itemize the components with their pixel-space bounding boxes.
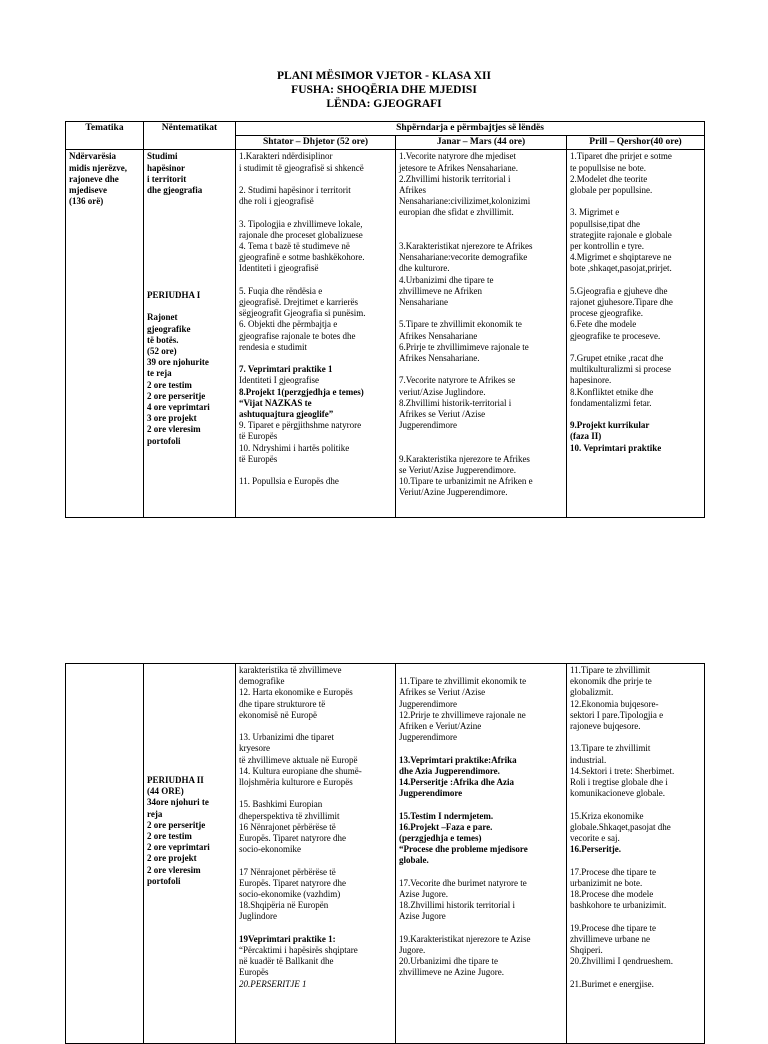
content-line: Jugperendimore: [399, 420, 457, 431]
content-line: fondamentalizmi fetar.: [570, 397, 652, 408]
content-line: 20.Urbanizimi dhe tipare te: [399, 956, 498, 967]
nentematika-line: i territorit: [147, 173, 187, 184]
content-line: procese gjeografike.: [570, 308, 643, 319]
content-line: Nensahariane:vecorite demografike: [399, 252, 528, 263]
content-line: [399, 923, 563, 934]
periudha-line: 2 ore vleresim: [147, 864, 201, 875]
content-line: 7.Vecorite natyrore te Afrikes se: [399, 375, 516, 386]
content-line: jetesore te Afrikes Nensahariane.: [399, 162, 518, 173]
content-line: 20.Zhvillimi I qendrueshem.: [570, 956, 673, 967]
content-line: 13.Tipare te zhvillimit: [570, 743, 651, 754]
content-line: të Europës: [239, 453, 278, 464]
content-line: globale per popullsine.: [570, 185, 653, 196]
content-line: “Vijat NAZKAS te: [239, 397, 312, 408]
content-line: [239, 788, 392, 799]
content-line: 5.Gjeografia e gjuheve dhe: [570, 285, 668, 296]
content-line: dhe kulturore.: [399, 263, 450, 274]
content-line: Europës. Tiparet natyrore dhe: [239, 877, 346, 888]
content-line: [239, 465, 392, 476]
content-line: “Procese dhe probleme mjedisore: [399, 844, 528, 855]
content-line: dhe roli i gjeografisë: [239, 196, 314, 207]
content-line: [570, 855, 701, 866]
content-line: “Përcaktimi i hapësirës shqiptare: [239, 945, 358, 956]
tematika-line: midis njerëzve,: [69, 162, 127, 173]
periudha-2-hours: [147, 786, 232, 887]
header-period-3: Prill – Qershor(40 ore): [567, 136, 705, 150]
tematika-line: Ndërvarësia: [69, 151, 116, 162]
content-line: 11.Tipare te zhvillimit: [570, 665, 651, 675]
content-line: 18.Shqipëria në Europën: [239, 900, 329, 911]
periudha-line: (52 ore): [147, 346, 177, 357]
title-line-2: FUSHA: SHOQËRIA DHE MJEDISI: [291, 84, 477, 96]
content-line: 14.Perseritje :Afrika dhe Azia: [399, 777, 514, 787]
content-line: [399, 230, 563, 241]
content-line: strategjite rajonale e globale: [570, 229, 672, 240]
content-line: sëgjeografit Gjeografia si punësim.: [239, 308, 366, 319]
content-line: Jugore.: [399, 945, 426, 955]
header-period-1: Shtator – Dhjetor (52 ore): [236, 136, 396, 150]
content-line: 8.Konfliktet etnike dhe: [570, 386, 654, 397]
content-line: gjeografise rajonale te botes dhe: [239, 330, 356, 341]
content-line: 6.Prirje te zhvillimimeve rajonale te: [399, 341, 529, 352]
content-line: (perzgjedhja e temes): [399, 833, 482, 843]
content-line: 13.Veprimtari praktike:Afrika: [399, 754, 517, 765]
content-line: 15.Kriza ekonomike: [570, 810, 644, 821]
period-2-content: [396, 150, 567, 518]
tematika-cell-continued: [66, 664, 144, 1044]
period-3-content: [567, 150, 705, 518]
content-line: socio-ekonomike: [239, 844, 301, 855]
content-line: [399, 799, 563, 810]
content-line: se Veriut/Azise Jugperendimore.: [399, 465, 517, 475]
content-line: 19.Procese dhe tipare te: [570, 922, 656, 933]
tematika-lines: [69, 151, 140, 207]
content-line: 2. Studimi hapësinor i territorit: [239, 185, 351, 195]
content-line: 9. Tiparet e përgjithshme natyrore: [239, 420, 362, 431]
content-line: zhvillimeve ne Afriken: [399, 285, 482, 296]
content-line: 15.Testim I ndermjetem.: [399, 810, 494, 821]
content-line: europian dhe sfidat e zhvillimit.: [399, 207, 514, 218]
periudha-line: portofoli: [147, 875, 181, 886]
content-line: zhvillimeve ne Azine Jugore.: [399, 967, 504, 978]
content-line: i studimit të gjeografisë si shkencë: [239, 162, 364, 173]
content-line: ashtuquajtura gjeoglife”: [239, 409, 334, 420]
periudha-line: gjeografike: [147, 323, 191, 334]
content-line: 18.Procese dhe modele: [570, 889, 654, 900]
tematika-cell: [66, 150, 144, 518]
content-line: Jugperendimore: [399, 698, 457, 709]
content-line: Afrikes se Veriut /Azise: [399, 409, 486, 420]
content-line: [570, 732, 701, 743]
content-line: [399, 665, 563, 676]
content-line: Veriut/Azine Jugperendimore.: [399, 487, 508, 498]
content-line: 2.Zhvillimi historik territorial i: [399, 173, 511, 184]
content-line: ekonomik dhe prirje te: [570, 676, 652, 687]
content-line: 3. Migrimet e: [570, 207, 620, 218]
content-line: gjeografinë e sotme bashkëkohore.: [239, 252, 365, 263]
periudha-1-label: PERIUDHA I: [147, 290, 201, 301]
periudha-line: portofoli: [147, 435, 181, 446]
periudha-line: 2 ore perseritje: [147, 819, 206, 830]
content-line: dheperspektiva të zhvillimit: [239, 810, 340, 821]
content-line: gjeografike te proceseve.: [570, 330, 661, 341]
content-line: 6. Objekti dhe përmbajtja e: [239, 319, 338, 330]
tematika-line: mjediseve: [69, 185, 107, 196]
content-line: Azise Jugore.: [399, 889, 448, 899]
content-line: [399, 431, 563, 442]
content-line: rajonet gjuhesore.Tipare dhe: [570, 297, 673, 308]
content-line: rendesia e studimit: [239, 341, 307, 352]
header-shperndarja: Shpërndarja e përmbajtjes së lëndës: [236, 122, 705, 136]
nentematika-topic: [147, 151, 232, 196]
content-line: Azise Jugore: [399, 911, 446, 922]
content-line: industrial.: [570, 754, 607, 765]
periudha-line: 2 ore perseritje: [147, 390, 206, 401]
content-line: Jugperendimore: [399, 788, 463, 799]
periudha-line: 2 ore vleresim: [147, 424, 201, 435]
content-line: Shqiperi.: [570, 945, 603, 956]
content-line: 17.Vecorite dhe burimet natyrore te: [399, 877, 527, 888]
content-line: bote ,shkaqet,pasojat,prirjet.: [570, 263, 672, 274]
content-line: [570, 409, 701, 420]
content-line: [239, 721, 392, 732]
content-line: Nensahariane:civilizimet,kolonizimi: [399, 196, 531, 207]
content-line: Nensahariane: [399, 297, 448, 308]
period-3-content-continued: [567, 664, 705, 1044]
content-line: 17 Nënrajonet përbërëse të: [239, 866, 336, 877]
content-line: vecorite e saj.: [570, 833, 620, 844]
periudha-line: (44 ORE): [147, 786, 184, 797]
content-line: 11. Popullsia e Europës dhe: [239, 476, 339, 487]
periudha-line: te reja: [147, 368, 172, 379]
content-line: 8.Projekt 1(perzgjedhja e temes): [239, 386, 364, 397]
content-line: socio-ekonomike (vazhdim): [239, 889, 341, 900]
content-line: [399, 867, 563, 878]
nentematika-line: dhe gjeografia: [147, 185, 203, 196]
content-line: 4. Tema t bazë të studimeve në: [239, 241, 350, 251]
content-line: 12. Harta ekonomike e Europës: [239, 687, 353, 698]
content-line: 1.Karakteri ndërdisiplinor: [239, 151, 333, 162]
content-line: 10. Veprimtari praktike: [570, 442, 662, 453]
content-line: dhe Azia Jugperendimore.: [399, 765, 500, 776]
content-line: globale.: [399, 855, 429, 866]
content-line: Roli i tregtise globale dhe i: [570, 777, 668, 788]
content-line: karakteristika të zhvillimeve: [239, 665, 342, 675]
title-line-3: LËNDA: GJEOGRAFI: [326, 98, 442, 110]
content-line: [239, 174, 392, 185]
content-line: [399, 308, 563, 319]
content-line: globalizmit.: [570, 687, 614, 698]
content-line: të zhvillimeve aktuale në Europë: [239, 754, 358, 765]
content-line: rajonale dhe proceset globalizuese: [239, 229, 363, 240]
content-line: 1.Vecorite natyrore dhe mjediset: [399, 151, 516, 162]
content-line: [239, 855, 392, 866]
content-line: 5.Tipare te zhvillimit ekonomik te: [399, 319, 522, 330]
content-line: 4.Urbanizimi dhe tipare te: [399, 274, 494, 285]
content-line: urbanizimit ne bote.: [570, 877, 643, 888]
content-line: te popullsise ne bote.: [570, 162, 646, 173]
content-line: gjeografisë. Drejtimet e karrierës: [239, 297, 358, 307]
content-line: 16.Perseritje.: [570, 844, 621, 855]
content-line: 3. Tipologjia e zhvillimeve lokale,: [239, 218, 363, 229]
content-line: rajoneve bujqesore.: [570, 721, 641, 732]
periudha-2-label: PERIUDHA II: [147, 775, 204, 785]
content-line: 13. Urbanizimi dhe tiparet: [239, 732, 334, 743]
content-line: [399, 364, 563, 375]
content-line: bashkohore te urbanizimit.: [570, 900, 667, 911]
content-line: popullsise,tipat dhe: [570, 218, 640, 229]
title-line-1: PLANI MËSIMOR VJETOR - KLASA XII: [277, 70, 491, 82]
periudha-line: 34ore njohuri te: [147, 797, 209, 808]
content-line: kryesore: [239, 743, 270, 754]
content-line: 11.Tipare te zhvillimit ekonomik te: [399, 676, 527, 687]
content-line: [570, 967, 701, 978]
content-line: globale.Shkaqet,pasojat dhe: [570, 821, 671, 832]
plan-table-page-2: [65, 663, 705, 1044]
nentematika-line: Studimi: [147, 151, 178, 162]
content-line: 8.Zhvillimi historik-territorial i: [399, 397, 512, 408]
periudha-line: 2 ore testim: [147, 379, 192, 390]
header-nentematikat: Nëntematikat: [144, 122, 236, 150]
content-line: komunikacioneve globale.: [570, 788, 665, 799]
plan-table-page-1: [65, 121, 705, 518]
periudha-line: 2 ore testim: [147, 831, 192, 842]
periudha-line: 39 ore njohurite: [147, 357, 209, 368]
content-line: Afriken e Veriut/Azine: [399, 721, 482, 731]
content-line: Afrikes Nensahariane: [399, 330, 478, 341]
content-line: 6.Fete dhe modele: [570, 319, 637, 330]
content-line: Juglindore: [239, 911, 277, 922]
periudha-line: 2 ore veprimtari: [147, 842, 210, 853]
content-line: [570, 196, 701, 207]
content-line: [239, 275, 392, 286]
periudha-line: të botës.: [147, 334, 179, 345]
period-1-content-continued: [236, 664, 396, 1044]
content-line: [570, 342, 701, 353]
content-line: Jugperendimore: [399, 732, 457, 743]
tematika-line: rajoneve dhe: [69, 173, 119, 184]
content-line: Afrikes se Veriut /Azise: [399, 687, 486, 698]
header-period-2: Janar – Mars (44 ore): [396, 136, 567, 150]
content-line: [239, 207, 392, 218]
periudha-line: 3 ore projekt: [147, 413, 197, 424]
content-line: 17.Procese dhe tipare te: [570, 866, 656, 877]
content-line: 19.Karakteristikat njerezore te Azise: [399, 933, 531, 944]
content-line: demografike: [239, 676, 285, 687]
content-line: 7.Grupet etnike ,racat dhe: [570, 353, 664, 364]
content-line: 3.Karakteristikat njerezore te Afrikes: [399, 241, 533, 251]
content-line: të Europës: [239, 431, 278, 442]
content-line: 10. Ndryshimi i hartës politike: [239, 442, 350, 453]
content-line: 20.PERSERITJE 1: [239, 978, 307, 989]
content-line: Afrikes Nensahariane.: [399, 353, 480, 364]
content-line: veriut/Azise Juglindore.: [399, 386, 486, 397]
content-line: 2.Modelet dhe teorite: [570, 173, 648, 184]
content-line: 14. Kultura europiane dhe shumë-: [239, 765, 362, 776]
content-line: 12.Ekonomia bujqesore-: [570, 698, 659, 709]
content-line: 5. Fuqia dhe rëndësia e: [239, 285, 323, 296]
content-line: [239, 353, 392, 364]
content-line: 18.Zhvillimi historik territorial i: [399, 900, 515, 911]
content-line: Europës: [239, 967, 269, 978]
period-2-content-continued: [396, 664, 567, 1044]
periudha-line: Rajonet: [147, 312, 178, 323]
tematika-line: (136 orë): [69, 196, 104, 207]
content-line: hapesinore.: [570, 375, 612, 386]
content-line: per kontrollin e tyre.: [570, 241, 644, 252]
content-line: në kuadër të Ballkanit dhe: [239, 956, 334, 967]
periudha-line: 2 ore projekt: [147, 853, 197, 864]
periudha-line: reja: [147, 808, 163, 819]
content-line: llojshmëria kulturore e Europës: [239, 777, 353, 788]
content-line: 21.Burimet e energjise.: [570, 978, 654, 989]
content-line: 9.Karakteristika njerezore te Afrikes: [399, 453, 530, 464]
content-line: dhe tipare strukturore të: [239, 698, 326, 709]
nentematika-line: hapësinor: [147, 162, 186, 173]
content-line: 10.Tipare te urbanizimit ne Afriken e: [399, 476, 533, 487]
content-line: 16 Nënrajonet përbërëse të: [239, 821, 336, 832]
content-line: Afrikes: [399, 185, 426, 196]
content-line: [570, 799, 701, 810]
content-line: Europës. Tiparet natyrore dhe: [239, 833, 346, 844]
content-line: 19Veprimtari praktike 1:: [239, 933, 336, 944]
nentematikat-cell-continued: [144, 664, 236, 1044]
nentematikat-cell: [144, 150, 236, 518]
content-line: [570, 275, 701, 286]
content-line: (faza II): [570, 431, 602, 442]
content-line: Identiteti I gjeografise: [239, 375, 319, 386]
content-line: [570, 911, 701, 922]
content-line: multikulturalizmi si procese: [570, 364, 671, 375]
content-line: [399, 443, 563, 454]
periudha-1-hours: [147, 312, 232, 446]
content-line: [399, 743, 563, 754]
content-line: 12.Prirje te zhvillimeve rajonale ne: [399, 709, 526, 720]
content-line: zhvillimeve urbane ne: [570, 933, 650, 944]
header-tematika: Tematika: [66, 122, 144, 150]
content-line: 15. Bashkimi Europian: [239, 799, 323, 810]
content-line: 14.Sektori i trete: Sherbimet.: [570, 765, 675, 776]
content-line: 7. Veprimtari praktike 1: [239, 364, 333, 375]
content-line: [399, 219, 563, 230]
content-line: [239, 923, 392, 934]
page-title: [0, 69, 768, 111]
content-line: 16.Projekt –Faza e pare.: [399, 821, 493, 832]
content-line: 1.Tiparet dhe prirjet e sotme: [570, 151, 672, 162]
content-line: sektori I pare.Tipologjia e: [570, 709, 664, 720]
content-line: 9.Projekt kurrikular: [570, 420, 650, 431]
content-line: 4.Migrimet e shqiptareve ne: [570, 252, 672, 263]
content-line: Identiteti i gjeografisë: [239, 263, 319, 274]
periudha-line: 4 ore veprimtari: [147, 402, 210, 413]
content-line: ekonomisë në Europë: [239, 709, 317, 720]
period-1-content: [236, 150, 396, 518]
